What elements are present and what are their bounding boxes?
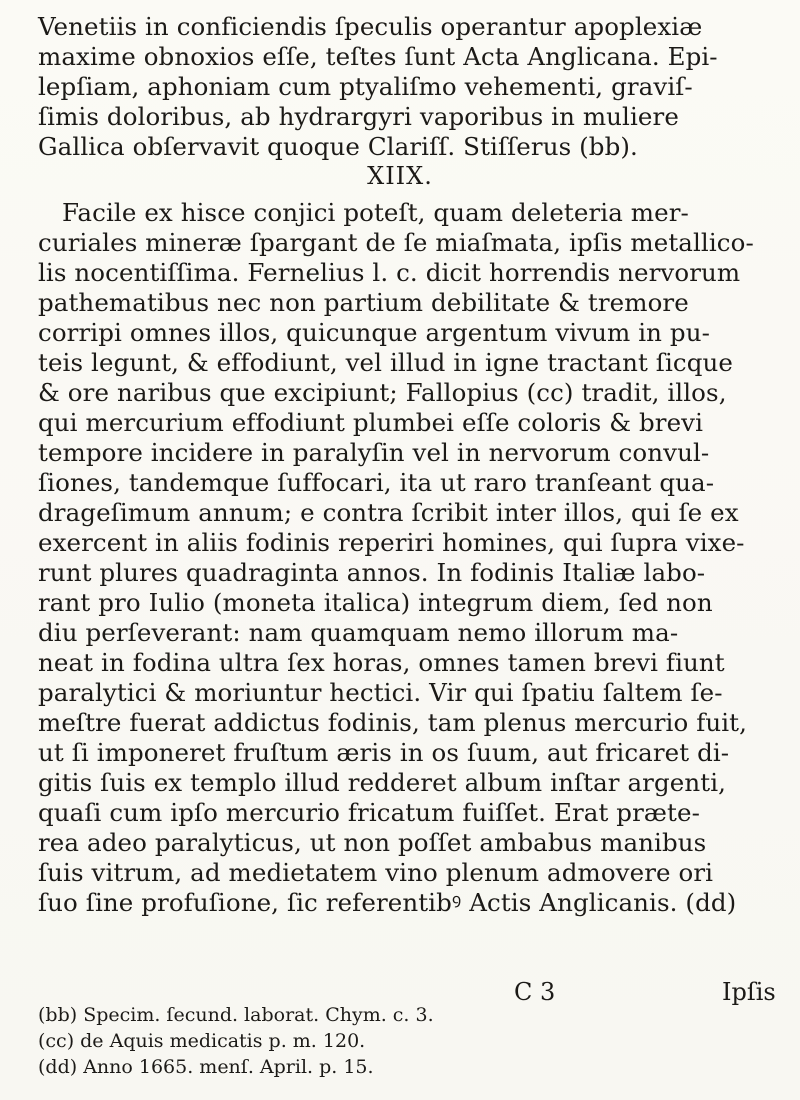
footnote: (cc) de Aquis medicatis p. m. 120.: [38, 1030, 366, 1052]
text-line: diu perſeverant: nam quamquam nemo illorum ma-: [38, 618, 679, 647]
text-line: & ore naribus que excipiunt; Fallopius (cc) tradit, illos,: [38, 378, 727, 407]
text-line: tempore incidere in paralyſin vel in nervorum convul-: [38, 438, 710, 467]
text-line: pathematibus nec non partium debilitate & tremore: [38, 288, 689, 317]
text-line: neat in fodina ultra ſex horas, omnes tamen brevi fiunt: [38, 648, 725, 677]
text-line: rea adeo paralyticus, ut non poſſet ambabus manibus: [38, 828, 707, 857]
text-line: Gallica obſervavit quoque Clariſſ. Stiſſerus (bb).: [38, 132, 638, 161]
text-line: ut ſi imponeret fruſtum æris in os ſuum, aut fricaret di-: [38, 738, 730, 767]
text-line: ſuis vitrum, ad medietatem vino plenum admovere ori: [38, 858, 714, 887]
text-line: maxime obnoxios eſſe, teſtes ſunt Acta Anglicana. Epi-: [38, 42, 718, 71]
text-line: paralytici & moriuntur hectici. Vir qui ſpatiu ſaltem ſe-: [38, 678, 723, 707]
signature-mark: C 3: [514, 978, 556, 1006]
text-line: runt plures quadraginta annos. In fodinis Italiæ labo-: [38, 558, 706, 587]
text-line: lepſiam, aphoniam cum ptyaliſmo vehementi, graviſ-: [38, 72, 693, 101]
footnote: (bb) Specim. ſecund. laborat. Chym. c. 3.: [38, 1004, 434, 1026]
text-line: ſiones, tandemque ſuffocari, ita ut raro tranſeant qua-: [38, 468, 715, 497]
footnote: (dd) Anno 1665. menſ. April. p. 15.: [38, 1056, 374, 1078]
text-line: lis nocentiſſima. Fernelius l. c. dicit horrendis nervorum: [38, 258, 741, 287]
catchword: Ipſis: [722, 978, 776, 1006]
text-line: ſimis doloribus, ab hydrargyri vaporibus in muliere: [38, 102, 679, 131]
section-number: XIIX.: [367, 162, 433, 190]
text-line: corripi omnes illos, quicunque argentum vivum in pu-: [38, 318, 710, 347]
text-line: meſtre fuerat addictus fodinis, tam plenus mercurio fuit,: [38, 708, 748, 737]
text-line: quaſi cum ipſo mercurio fricatum fuiſſet. Erat præte-: [38, 798, 700, 827]
text-line: drageſimum annum; e contra ſcribit inter illos, qui ſe ex: [38, 498, 739, 527]
text-line: curiales mineræ ſpargant de ſe miaſmata, ipſis metallico-: [38, 228, 754, 257]
text-line: exercent in aliis fodinis reperiri homines, qui ſupra vixe-: [38, 528, 745, 557]
text-line: Facile ex hisce conjici poteſt, quam deleteria mer-: [62, 198, 689, 227]
text-line: teis legunt, & effodiunt, vel illud in igne tractant ſicque: [38, 348, 733, 377]
text-line: rant pro Iulio (moneta italica) integrum diem, ſed non: [38, 588, 713, 617]
text-line: Venetiis in conficiendis ſpeculis operantur apoplexiæ: [38, 12, 703, 41]
text-line: gitis ſuis ex templo illud redderet album inſtar argenti,: [38, 768, 727, 797]
text-line: qui mercurium effodiunt plumbei eſſe coloris & brevi: [38, 408, 704, 437]
text-line: ſuo ſine profuſione, ſic referentibꝰ Actis Anglicanis. (dd): [38, 888, 737, 917]
